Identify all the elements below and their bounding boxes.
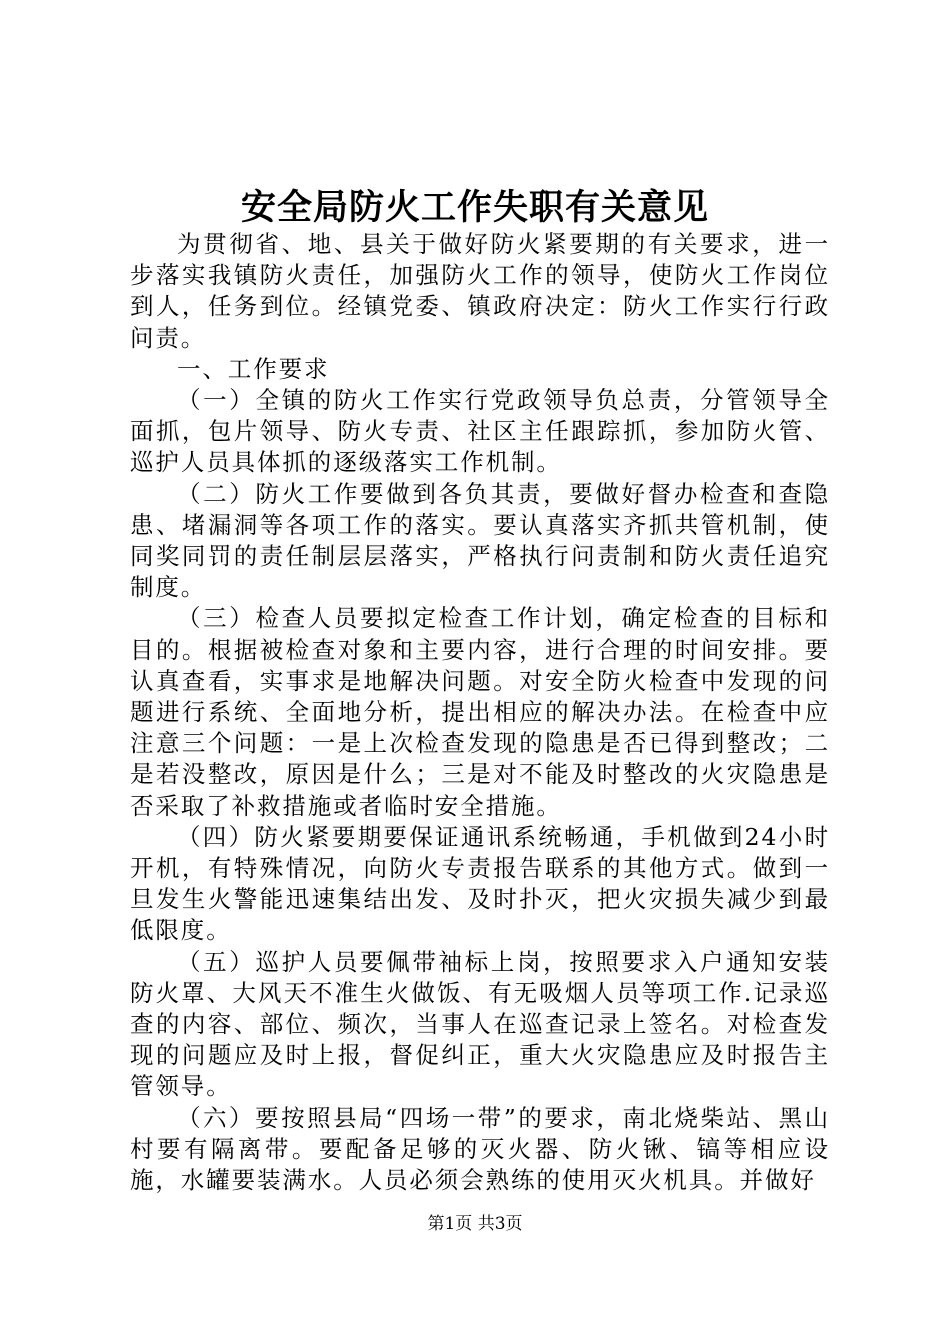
item-paragraph: （一）全镇的防火工作实行党政领导负总责，分管领导全面抓，包片领导、防火专责、社区主任跟踪抓，参加防火管、巡护人员具体抓的逐级落实工作机制。 bbox=[130, 386, 830, 477]
intro-paragraph: 为贯彻省、地、县关于做好防火紧要期的有关要求，进一步落实我镇防火责任，加强防火工作的领导，使防火工作岗位到人，任务到位。经镇党委、镇政府决定：防火工作实行行政问责。 bbox=[130, 230, 830, 352]
document-body bbox=[130, 229, 830, 1196]
document-title: 安全局防火工作失职有关意见 bbox=[240, 187, 709, 228]
item-paragraph: （五）巡护人员要佩带袖标上岗，按照要求入户通知安装防火罩、大风天不准生火做饭、有无吸烟人员等项工作.记录巡查的内容、部位、频次，当事人在巡查记录上签名。对检查发现的问题应及时上报，督促纠正，重大火灾隐患应及时报告主管领导。 bbox=[130, 947, 830, 1101]
item-paragraph: （三）检查人员要拟定检查工作计划，确定检查的目标和目的。根据被检查对象和主要内容，进行合理的时间安排。要认真查看，实事求是地解决问题。对安全防火检查中发现的问题进行系统、全面地分析，提出相应的解决办法。在检查中应注意三个问题：一是上次检查发现的隐患是否已得到整改；二是若没整改，原因是什么；三是对不能及时整改的火灾隐患是否采取了补救措施或者临时安全措施。 bbox=[130, 604, 830, 820]
item-paragraph: （六）要按照县局“四场一带”的要求，南北烧柴站、黑山村要有隔离带。要配备足够的灭火器、防火锹、镐等相应设施，水罐要装满水。人员必须会熟练的使用灭火机具。并做好 bbox=[130, 1103, 830, 1195]
item-paragraph: （二）防火工作要做到各负其责，要做好督办检查和查隐患、堵漏洞等各项工作的落实。要认真落实齐抓共管机制，使同奖同罚的责任制层层落实，严格执行问责制和防火责任追究制度。 bbox=[130, 479, 830, 602]
page-footer: 第1页 共3页 bbox=[427, 1214, 523, 1234]
section-heading: 一、工作要求 bbox=[177, 354, 330, 383]
item-paragraph: （四）防火紧要期要保证通讯系统畅通，手机做到24小时开机，有特殊情况，向防火专责报告联系的其他方式。做到一旦发生火警能迅速集结出发、及时扑灭，把火灾损失减少到最低限度。 bbox=[130, 822, 830, 945]
